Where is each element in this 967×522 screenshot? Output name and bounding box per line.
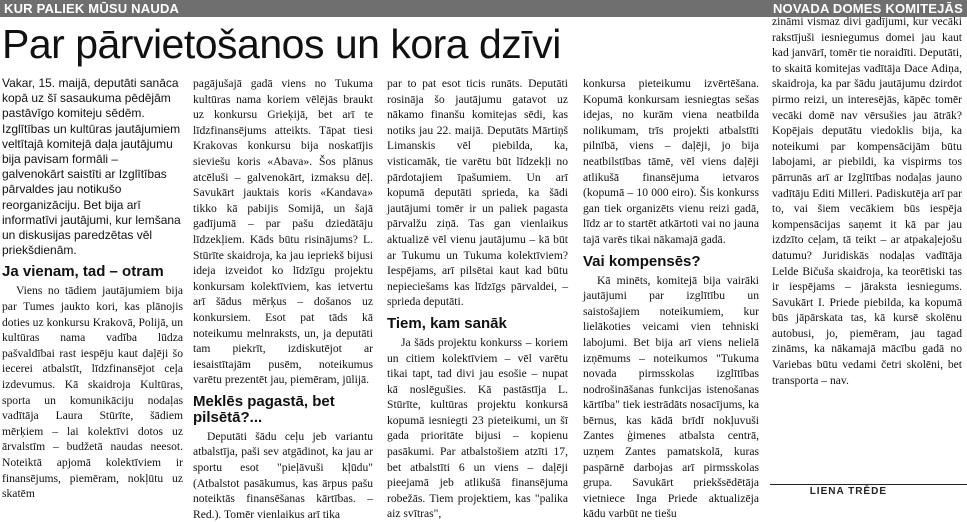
paragraph: Deputāti šādu ceļu jeb variantu atbalstīja, paši sev atgādinot, ka jau ar sportu esot "pieļāvuši kļūdu" (Atbalstot pasākumus, kas ārpus pašu noteiktās finansēšanas kārtības. – Red.). Tomēr vienlaikus arī tika xyxy=(193,429,373,521)
article-headline: Par pārvietošanos un kora dzīvi xyxy=(2,21,561,67)
byline: LIENA TRĒDE xyxy=(809,486,887,497)
paragraph: Ja šāds projektu konkurss – koriem un citiem kolektīviem – vēl varētu tikai tapt, tad divi jau esošie – nupat kā noslēgušies. Kā pastāstīja L. Stūrīte, kultūras projektu konkursā kopumā iesniegti 23 pieteikumi, un šī gada prioritāte bijusi – kopienu pasākumi. Par atbalstošiem atzīti 17, bet atbalstīti 6 un viens – daļēji pieejamā jeb atlikušā finansējuma robežās. Tiem projektiem, kas "palika aiz svītras", xyxy=(387,335,568,521)
paragraph: pagājušajā gadā viens no Tukuma kultūras nama koriem vēlējās braukt uz konkursu Grieķijā, bet arī te līdzfinansējums atteikts. Tāpat tiesi Krakovas konkursu bija noskatījis sieviešu koris «Abava». Šos plānus atcēluši – galvenokārt, izmaksu dēļ. Savukārt jauktais koris «Kandava» tikko kā pabijis Somijā, un šajā gadījumā – par pašu dziedātāju līdzekļiem. Kāds būtu risinājums? L. Stūrīte skaidroja, ka jau iepriekš bijusi ideja izveidot ko līdzīgu projektu konkursam kolektīviem, kas ietvertu arī šādus mērķus – došanos uz konkursiem. Esot pat tāds kā noteikumu melnraksts, un, ja deputāti tam piekrīt, izdiskutējot ar iesaistītajām pusēm, noteikumus varētu prezentēt jau, piemēram, jūlijā. xyxy=(193,77,373,387)
subheading-vai-kompenses: Vai kompensēs? xyxy=(583,252,701,270)
section-label-right: NOVADA DOMES KOMITEJĀS xyxy=(772,1,963,16)
byline-rule xyxy=(770,484,967,485)
paragraph: zināmi vismaz divi gadījumi, kur vecāki rakstījuši iesniegumus domei jau kaut kad janvārī, tomēr tie noraidīti. Deputāti, to skaitā komitejas vadītāja Dace Adiņa, skaidroja, ka par šādu jautājumu dzirdot pirmo reizi, un interesējās, kāpēc tomēr vecāki domē nav vērsušies jau ātrāk? Kopējais deputātu viedoklis bija, ka noteikumi par kompensācijām būtu labojami, ar piebildi, ka vispirms tos pārrunās arī ar Izglītības nodaļas jauno vadītāju Editi Milleri. Padiskutēja arī par to, vai šiem vecākiem būs iespēja kompensācijas saņemt it kā par jau izdzīto ceļam, tā teikt – ar atpakaļejošu datumu? Juridiskās nodaļas vadītāja Lelde Bičuša skaidroja, ka teorētiski tas ir iespējams – jāraksta iesniegums. Savukārt I. Priede piebilda, ka kopumā būs jāpārskata tas, kā kursē skolēnu autobusi, jo, piemēram, jau tagad zināms, ka nākamajā mācību gadā no Variebas būtu vedami četri skolēni, bet transporta – nav. xyxy=(772,15,962,387)
column-2 xyxy=(193,76,373,521)
column-5 xyxy=(772,14,962,419)
section-label-left: KUR PALIEK MŪSU NAUDA xyxy=(4,1,180,16)
paragraph: Kā minēts, komitejā bija vairāki jautājumi par izglītību un saistošajiem noteikumiem, kur lielākoties veicami vien tehniski labojumi. Bet bija arī viens nelielā izņēmums – noteikumos "Tukuma novada pirmsskolas izglītības nodrošināšanas funkcijas istenošanas kārtība" tiek iestrādāts nosacījums, ka bērnus, kas kādā brīdī nokļuvuši Zantes ģimenes atbalsta centrā, uzņem Zantes pamatskolā, kuras paspārnē darbojas arī pirmsskolas grupa. Savukārt priekšsēdētāja vietniece Inga Priede aktualizēja kādu varbūt ne tiešu xyxy=(583,273,759,521)
subheading-tiem-kam-sanak: Tiem, kam sanāk xyxy=(387,314,507,332)
column-3 xyxy=(387,76,568,521)
article-lead: Vakar, 15. maijā, deputāti sanāca kopā uz šī sasaukuma pēdējām pastāvīgo komiteju sēdēm. Izglītības un kultūras jautājumiem veltītajā komitejā daļa jautājumu bija pavisam formāli – galvenokārt saistīti ar Izglītības pārvaldes jau notikušo reorganizāciju. Bet bija arī informatīvi jautājumi, kur lemšana un diskusijas paredzētas vēl priekšdienām. xyxy=(2,76,181,258)
paragraph: Viens no tādiem jautājumiem bija par Tumes jaukto kori, kas plānojis doties uz konkursu Krakovā, Polijā, un kultūras nama vadība lūdza pašvaldībai rast iespēju kaut daļēji šo iecerei atbalstīt, līdzfinansējot ceļa izdevumus. Kā skaidroja Kultūras, sporta un komunikāciju nodaļas vadītāja Laura Stūrīte, šādiem mērķiem – lai kolektīvi dotos uz ārvalstīm – budžetā naudas neesot. Noteiktā apjomā kolektīviem ir finansējums, piemēram, nokļūtu uz skatēm xyxy=(2,284,183,501)
column-1 xyxy=(2,76,183,504)
paragraph: par to pat esot ticis runāts. Deputāti rosināja šo jautājumu gatavot uz nākamo finanšu komitejas sēdi, kas notiks jau 22. maijā. Deputāts Mārtiņš Limanskis vēl piebilda, ka, visticamāk, tie varētu būt līdzekļi no pārdotajiem īpašumiem. Un arī kopumā deputāti sprieda, ka šādi jautājumi tomēr ir un paliek pagasta pārvalžu ziņā. Tas gan vienlaikus aktualizē vēl vienu jautājumu – kā būt ar Tukumu un Tukuma kolektīviem? Iespējams, arī pilsētai kaut kad būtu nepieciešams kas līdzīgs pārvaldei, – sprieda deputāti. xyxy=(387,77,568,309)
subheading-ja-vienam: Ja vienam, tad – otram xyxy=(2,263,164,281)
column-4 xyxy=(583,76,759,521)
paragraph: konkursa pieteikumu izvērtēšana. Kopumā konkursam iesniegtas sešas idejas, no kurām viena neatbilda nolikumam, trīs projekti atbalstīti pilnībā, viens – daļēji, jo bija neatbilstības tāmē, vēl viens daļēji atlikušā finansējuma ietvaros (kopumā – 10 000 eiro). Šis konkurss gan tiek organizēts vienu reizi gadā, līdz ar to startēt atkārtoti vai no jauna tajā varēs tikai nākamajā gadā. xyxy=(583,77,759,246)
subheading-mekles-pagasta: Meklēs pagastā, bet pilsētā?... xyxy=(193,392,335,426)
